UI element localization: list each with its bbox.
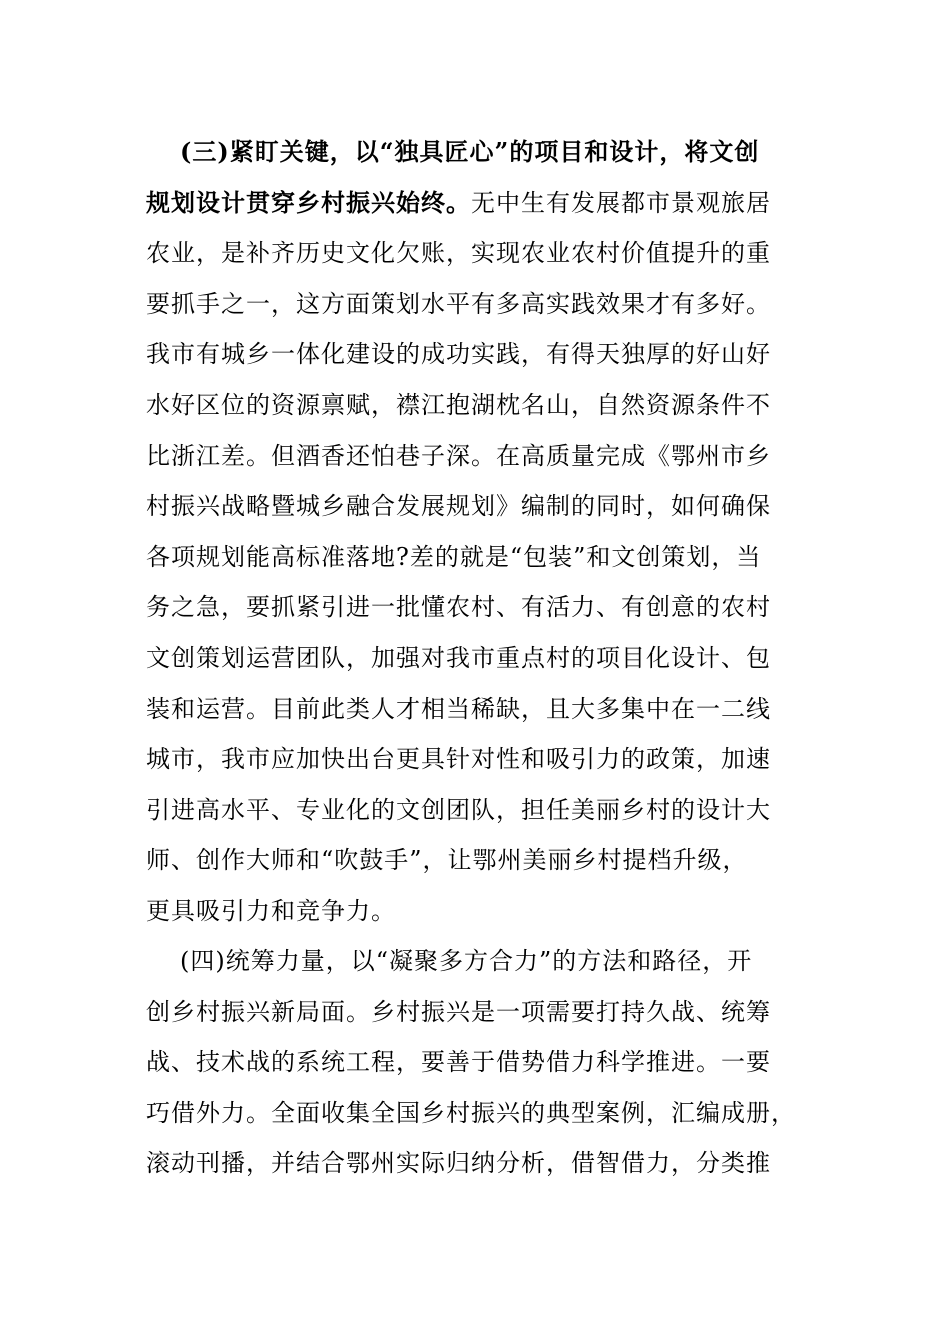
bold-heading-text: 规划设计贯穿乡村振兴始终。 [146, 187, 471, 217]
text-line [146, 886, 806, 937]
text-line [146, 936, 806, 987]
body-text: 城市，我市应加快出台更具针对性和吸引力的政策，加速 [146, 745, 771, 774]
body-text: 巧借外力。全面收集全国乡村振兴的典型案例，汇编成册， [146, 1098, 796, 1127]
text-line [146, 380, 806, 431]
body-text: 师、创作大师和“吹鼓手”，让鄂州美丽乡村提档升级， [146, 846, 748, 875]
text-line [146, 582, 806, 633]
text-line [146, 1037, 806, 1088]
text-line [146, 734, 806, 785]
text-line [146, 785, 806, 836]
paragraph-section-four [146, 936, 806, 1189]
body-text: 无中生有发展都市景观旅居 [471, 188, 771, 217]
paragraph-section-three [146, 127, 806, 937]
text-line [146, 481, 806, 532]
body-text: 创乡村振兴新局面。乡村振兴是一项需要打持久战、统筹 [146, 997, 771, 1026]
body-text: 更具吸引力和竞争力。 [146, 896, 396, 925]
body-text: 比浙江差。但酒香还怕巷子深。在高质量完成《鄂州市乡 [146, 441, 771, 470]
text-line [146, 178, 806, 229]
text-line [146, 987, 806, 1038]
text-line [146, 835, 806, 886]
body-text: 村振兴战略暨城乡融合发展规划》编制的同时，如何确保 [146, 492, 771, 521]
text-line [146, 279, 806, 330]
body-text: 务之急，要抓紧引进一批懂农村、有活力、有创意的农村 [146, 593, 771, 622]
text-line [146, 633, 806, 684]
bold-heading-text: (三)紧盯关键，以“独具匠心”的项目和设计，将文创 [180, 137, 760, 166]
body-text: 装和运营。目前此类人才相当稀缺，且大多集中在一二线 [146, 694, 771, 723]
body-text: 水好区位的资源禀赋，襟江抱湖枕名山，自然资源条件不 [146, 390, 771, 419]
body-text: 我市有城乡一体化建设的成功实践，有得天独厚的好山好 [146, 340, 771, 369]
body-text: 要抓手之一，这方面策划水平有多高实践效果才有多好。 [146, 289, 771, 318]
text-line [146, 431, 806, 482]
text-line [146, 684, 806, 735]
text-line [146, 127, 806, 178]
body-text: 战、技术战的系统工程，要善于借势借力科学推进。一要 [146, 1048, 771, 1077]
body-text: 引进高水平、专业化的文创团队，担任美丽乡村的设计大 [146, 795, 771, 824]
body-text: (四)统筹力量，以“凝聚多方合力”的方法和路径，开 [180, 947, 753, 975]
text-line [146, 228, 806, 279]
body-text: 文创策划运营团队，加强对我市重点村的项目化设计、包 [146, 643, 771, 672]
text-line [146, 1088, 806, 1139]
body-text: 各项规划能高标准落地?差的就是“包装”和文创策划，当 [146, 542, 762, 571]
body-text: 农业，是补齐历史文化欠账，实现农业农村价值提升的重 [146, 239, 771, 268]
text-line [146, 1138, 806, 1189]
body-text: 滚动刊播，并结合鄂州实际归纳分析，借智借力，分类推 [146, 1149, 771, 1178]
text-line [146, 532, 806, 583]
text-line [146, 329, 806, 380]
